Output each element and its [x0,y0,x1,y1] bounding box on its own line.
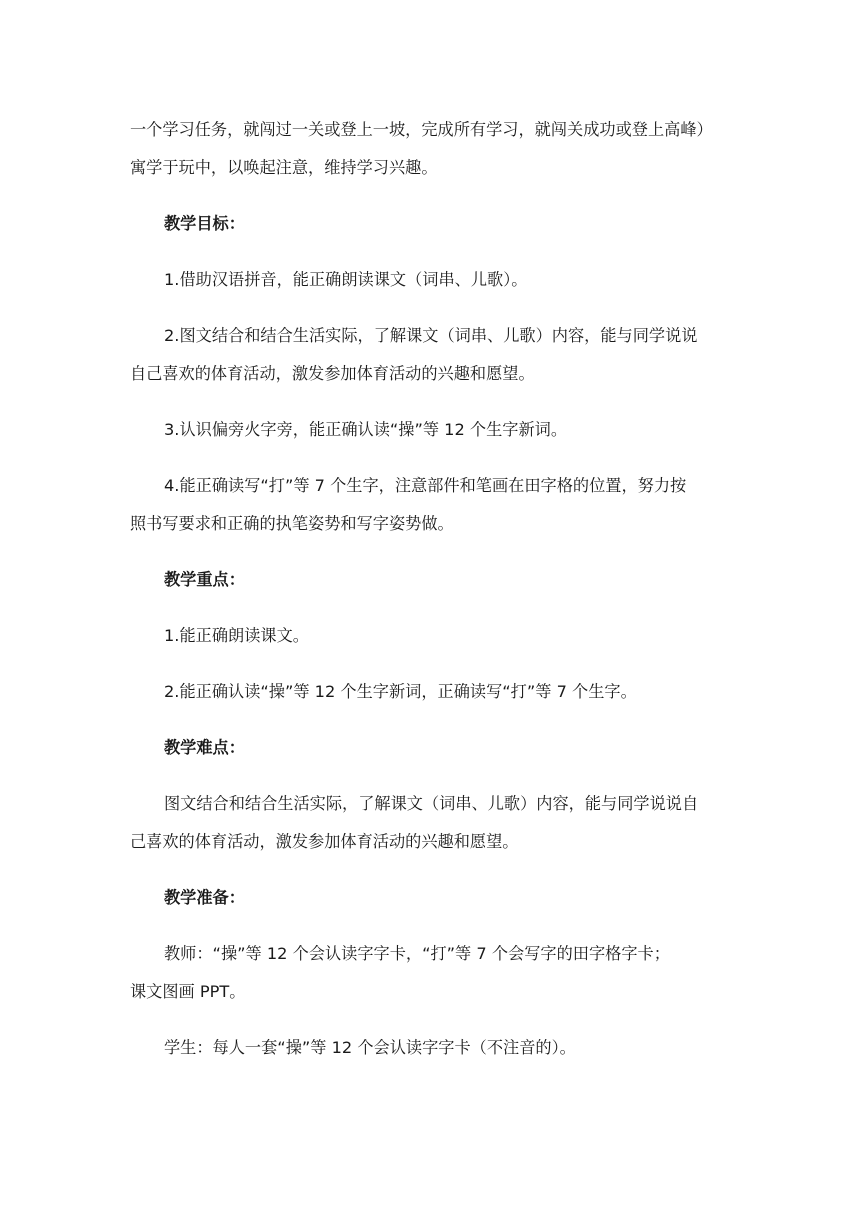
objective-item-4-line-2: 照书写要求和正确的执笔姿势和写字姿势做。 [130,514,454,533]
objectives-heading: 教学目标： [164,214,245,233]
key-point-item-1: 1.能正确朗读课文。 [164,626,309,645]
key-point-item-2: 2.能正确认读“操”等 12 个生字新词，正确读写“打”等 7 个生字。 [164,682,637,701]
difficulty-line-2: 己喜欢的体育活动，激发参加体育活动的兴趣和愿望。 [130,832,519,851]
objective-item-4-line-1: 4.能正确读写“打”等 7 个生字，注意部件和笔画在田字格的位置，努力按 [164,476,687,495]
objective-item-1: 1.借助汉语拼音，能正确朗读课文（词串、儿歌）。 [164,270,528,289]
difficulty-line-1: 图文结合和结合生活实际，了解课文（词串、儿歌）内容，能与同学说说自 [164,794,699,813]
preparation-heading: 教学准备： [164,888,245,907]
preparation-student: 学生：每人一套“操”等 12 个会认读字字卡（不注音的）。 [164,1038,576,1057]
preparation-teacher-line-2: 课文图画 PPT。 [130,982,246,1001]
intro-line-1: 一个学习任务，就闯过一关或登上一坡，完成所有学习，就闯关成功或登上高峰） [130,120,713,139]
objective-item-3: 3.认识偏旁火字旁，能正确认读“操”等 12 个生字新词。 [164,420,568,439]
objective-item-2-line-2: 自己喜欢的体育活动，激发参加体育活动的兴趣和愿望。 [130,364,535,383]
key-points-heading: 教学重点： [164,570,245,589]
document-body [130,111,730,1067]
preparation-teacher-line-1: 教师：“操”等 12 个会认读字字卡，“打”等 7 个会写字的田字格字卡； [164,944,670,963]
difficulties-heading: 教学难点： [164,738,245,757]
intro-line-2: 寓学于玩中，以唤起注意，维持学习兴趣。 [130,158,438,177]
objective-item-2-line-1: 2.图文结合和结合生活实际，了解课文（词串、儿歌）内容，能与同学说说 [164,326,698,345]
